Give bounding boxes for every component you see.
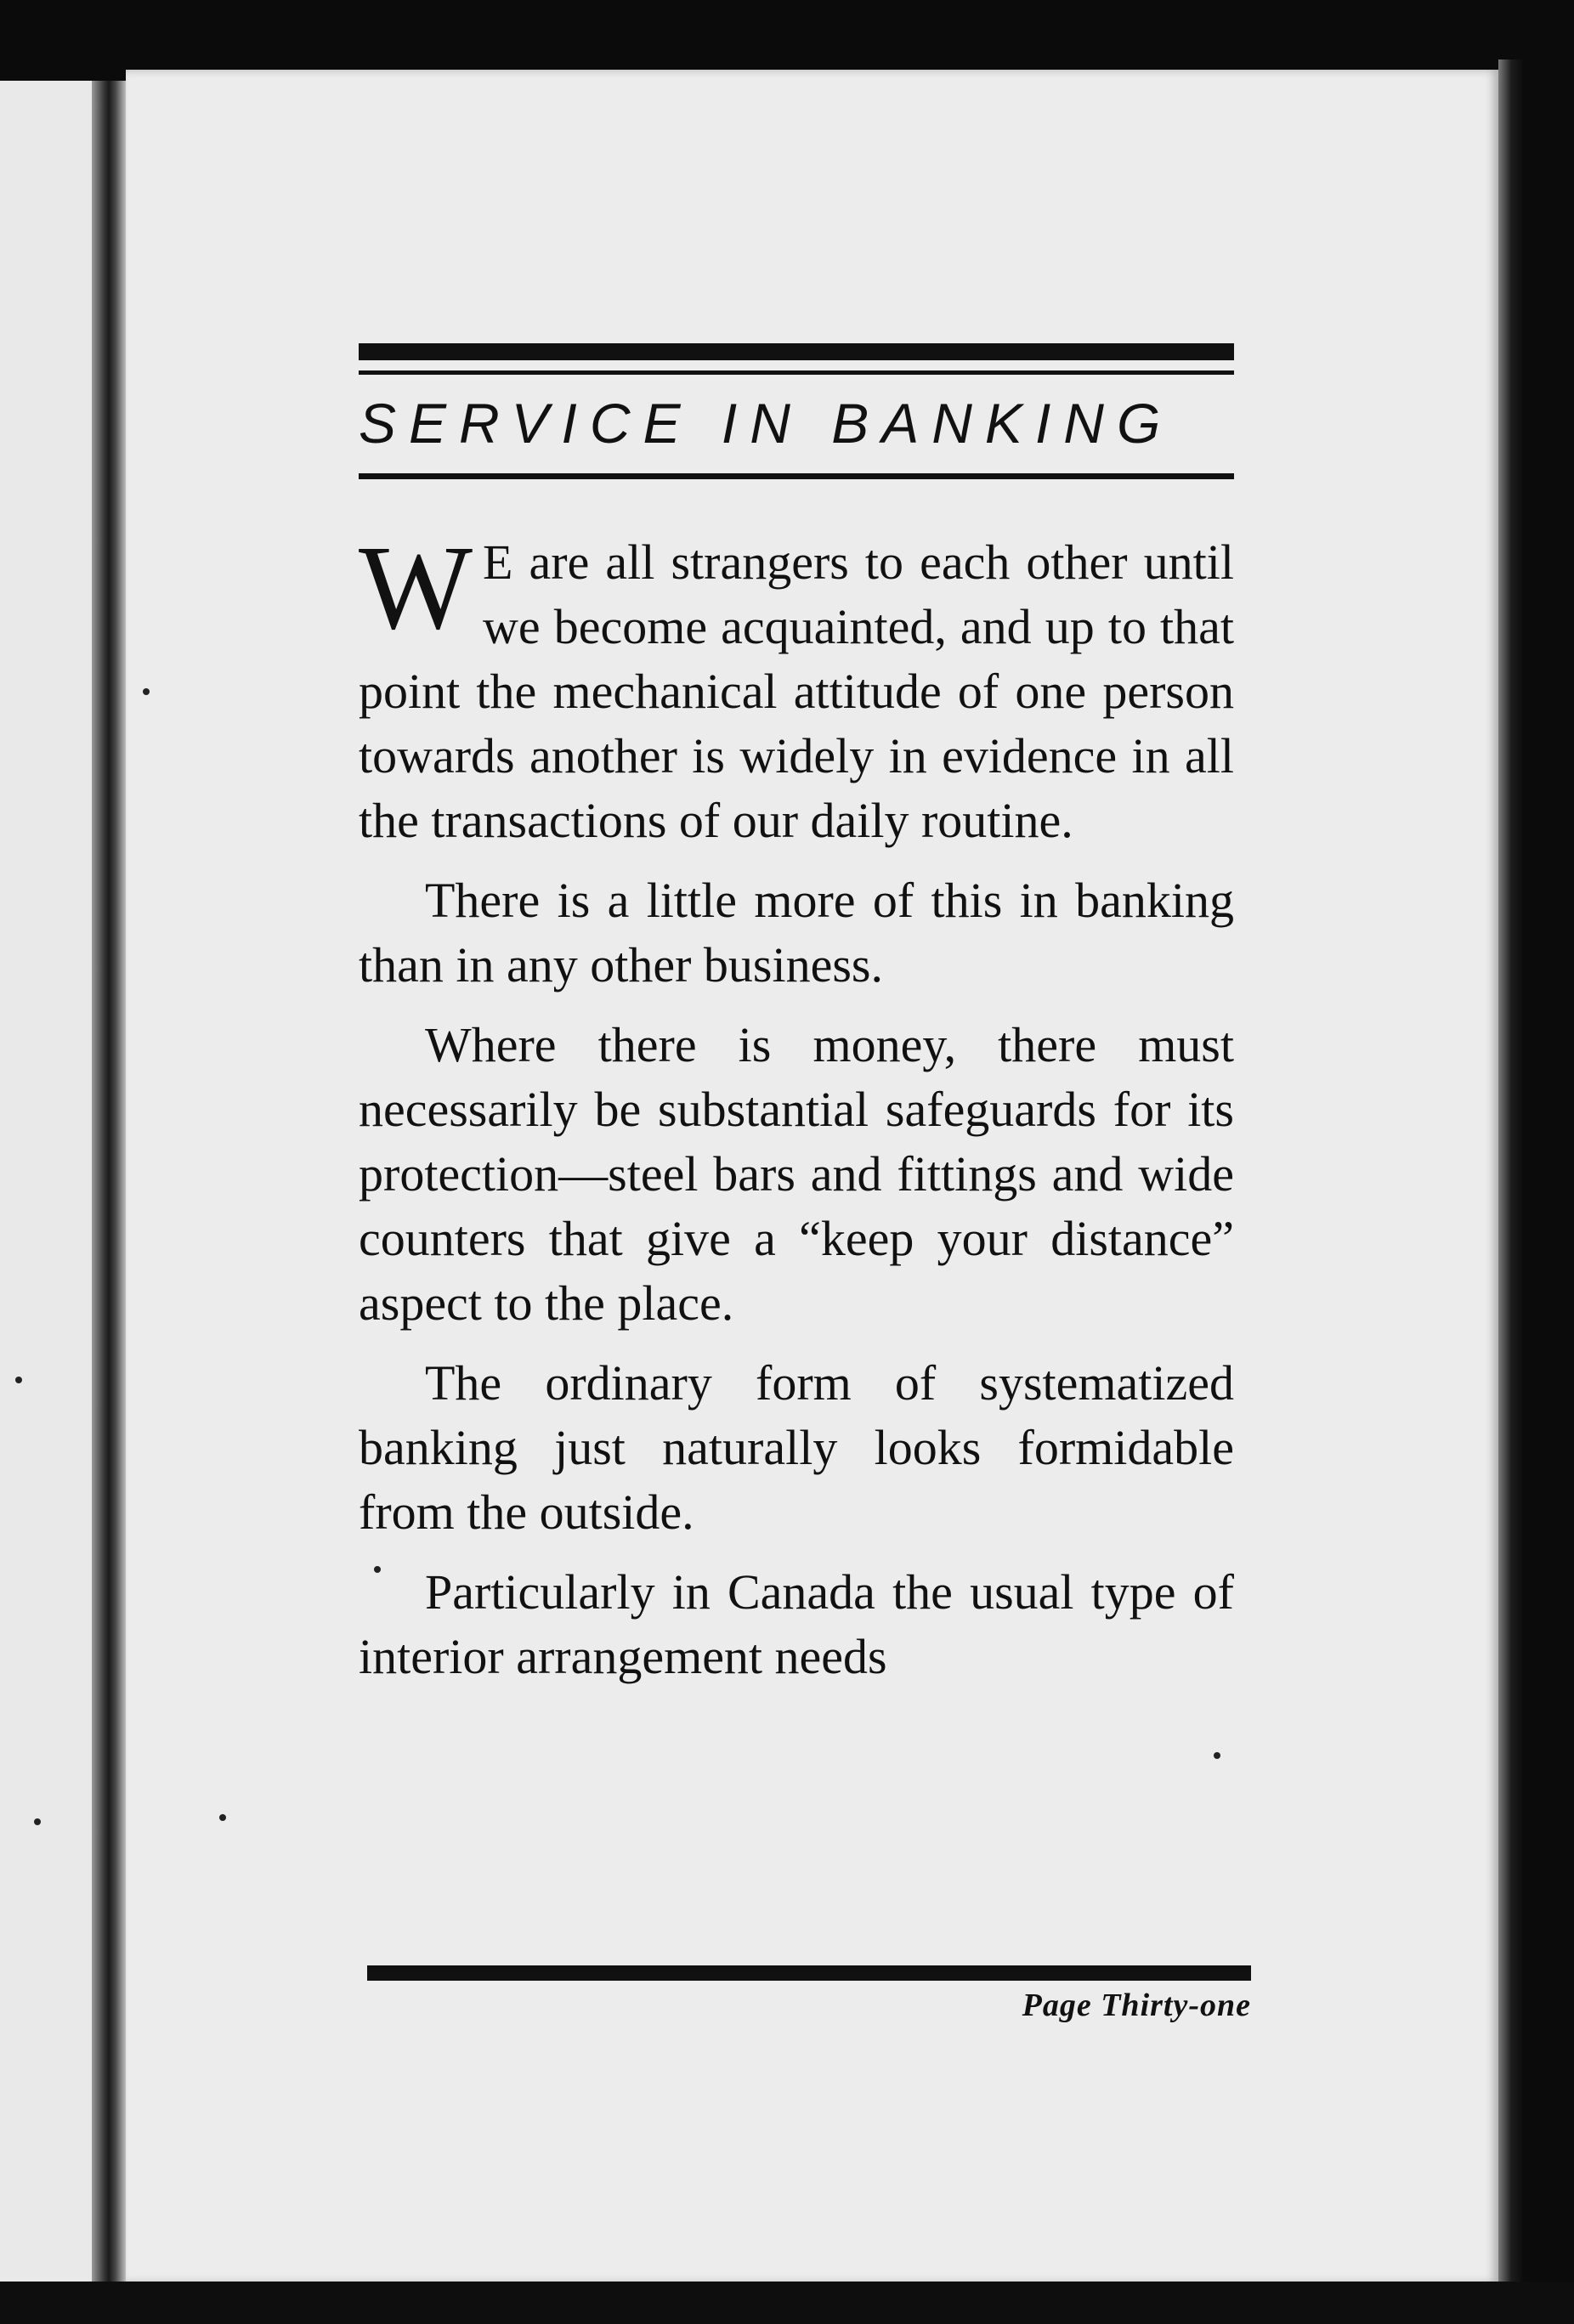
footer-rule — [367, 1965, 1251, 1981]
title-underline — [359, 473, 1234, 479]
book-gutter — [92, 81, 126, 2282]
scan-bottom-border — [0, 2282, 1574, 2324]
header-rule-thick — [359, 343, 1234, 360]
page-right-edge — [1498, 59, 1524, 2290]
paragraph-text: E are all strangers to each other until we become acquainted, and up to that point the mechanical attitude of one person towards another is widely in evidence in all the transactions of our daily routine. — [359, 534, 1234, 848]
facing-page-edge — [0, 81, 98, 2282]
drop-cap: W — [359, 520, 473, 654]
article-body — [359, 520, 1234, 1689]
scan-speck — [34, 1818, 41, 1825]
paragraph: Where there is money, there must necessarily be substantial safeguards for its protection—steel bars and fittings and wide counters that give a “keep your distance” aspect to the place. — [359, 1017, 1234, 1331]
scan-speck — [15, 1377, 22, 1383]
scan-speck — [1214, 1752, 1220, 1759]
article — [359, 343, 1234, 1705]
page-number: Page Thirty-one — [1022, 1988, 1251, 2023]
header-rule-thin — [359, 370, 1234, 375]
article-title: SERVICE IN BANKING — [359, 392, 1174, 455]
paragraph: Particularly in Canada the usual type of interior arrangement needs — [359, 1564, 1234, 1684]
paragraph: There is a little more of this in banking than in any other business. — [359, 873, 1234, 992]
scan-speck — [143, 688, 150, 695]
paragraph: The ordinary form of systematized banking just naturally looks formidable from the outside. — [359, 1355, 1234, 1540]
paragraph — [359, 520, 1234, 853]
scan-speck — [219, 1814, 226, 1821]
